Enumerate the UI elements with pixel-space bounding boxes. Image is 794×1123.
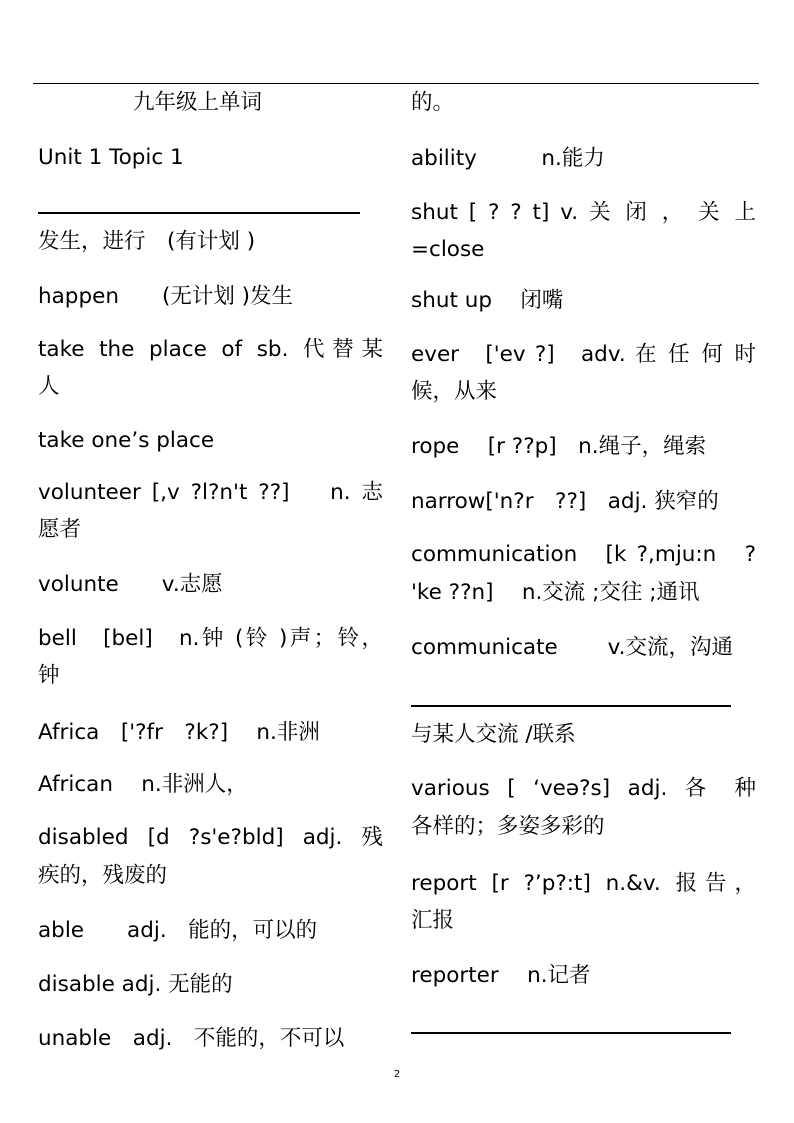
section-divider xyxy=(38,212,360,214)
vocab-entry: bell [bel] n.钟 (铃 )声；铃， xyxy=(38,626,383,651)
page-title: 九年级上单词 xyxy=(133,90,263,115)
section-divider xyxy=(411,705,731,707)
vocab-entry: volunteer [,v ?l?n't ??] n. 志 xyxy=(38,480,383,505)
vocab-entry-continued: 汇报 xyxy=(411,908,455,933)
unit-heading: Unit 1 Topic 1 xyxy=(38,145,184,170)
vocab-entry: disabled [d ?s'e?bld] adj. 残 xyxy=(38,825,383,850)
vocab-entry: various [ ‘veə?s] adj. 各 种 xyxy=(411,776,756,801)
vocab-entry: Africa ['?fr ?k?] n.非洲 xyxy=(38,720,320,745)
vocab-entry: unable adj. 不能的，不可以 xyxy=(38,1026,345,1051)
vocab-entry: take the place of sb. 代替某 xyxy=(38,337,383,362)
vocab-entry: shut [ ? ? t] v. 关 闭 ， 关 上 xyxy=(411,200,756,225)
vocab-entry-continued: 愿者 xyxy=(38,517,82,542)
vocab-entry: report [r ?’p?:t] n.&v. 报告， xyxy=(411,871,756,896)
vocab-entry-continued: 'ke ??n] n.交流 ;交往 ;通讯 xyxy=(411,580,700,605)
vocab-entry-continued: 候，从来 xyxy=(411,379,498,404)
vocab-entry-continued: 的。 xyxy=(411,90,455,115)
vocab-entry: disable adj. 无能的 xyxy=(38,972,233,997)
vocab-entry: narrow['n?r ??] adj. 狭窄的 xyxy=(411,489,719,514)
vocab-entry: ever ['ev ?] adv. 在 任 何 时 xyxy=(411,342,756,367)
vocab-entry: volunte v.志愿 xyxy=(38,572,223,597)
vocab-entry: shut up 闭嘴 xyxy=(411,288,564,313)
vocab-entry: communicate v.交流，沟通 xyxy=(411,635,733,660)
vocab-entry: happen (无计划 )发生 xyxy=(38,284,294,309)
vocab-entry: African n.非洲人， xyxy=(38,772,248,797)
vocab-entry: 与某人交流 /联系 xyxy=(411,722,576,747)
vocab-entry: able adj. 能的，可以的 xyxy=(38,918,318,943)
vocab-entry: communication [k ?,mju:n ? xyxy=(411,542,756,567)
section-divider xyxy=(411,1032,731,1034)
vocab-entry: ability n.能力 xyxy=(411,146,605,171)
vocab-entry: 发生，进行 (有计划 ) xyxy=(38,229,256,254)
vocab-entry: rope [r ??p] n.绳子，绳索 xyxy=(411,434,707,459)
vocab-entry: reporter n.记者 xyxy=(411,963,591,988)
vocab-entry-continued: 各样的；多姿多彩的 xyxy=(411,814,605,839)
vocab-entry-continued: 疾的，残废的 xyxy=(38,863,168,888)
vocab-entry-continued: 人 xyxy=(38,374,60,399)
page-number: 2 xyxy=(393,1069,401,1080)
vocab-entry: take one’s place xyxy=(38,428,215,453)
vocab-entry-continued: =close xyxy=(411,237,485,262)
vocab-entry-continued: 钟 xyxy=(38,663,60,688)
